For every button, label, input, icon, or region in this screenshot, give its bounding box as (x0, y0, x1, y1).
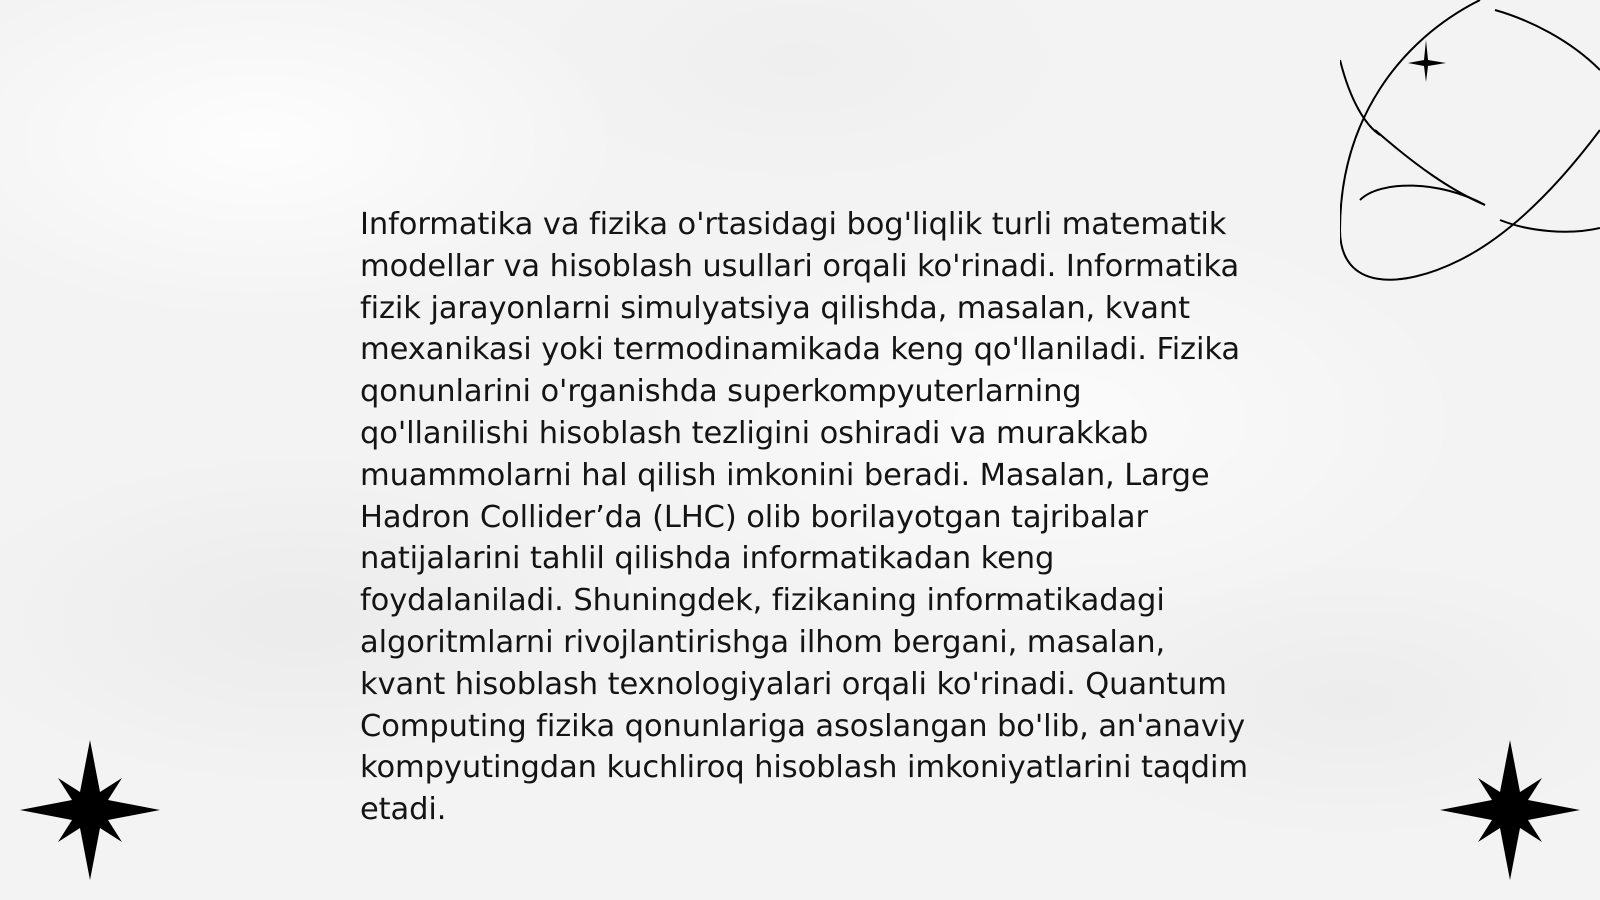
slide-body-text: Informatika va fizika o'rtasidagi bog'liqlik turli matematik modellar va hisoblash usullari orqali ko'rinadi. Informatika fizik jarayonlarni simulyatsiya qilishda, masalan, kvant mexanikasi yoki termodinamikada keng qo'llaniladi. Fizika qonunlarini o'rganishda superkompyuterlarning qo'llanilishi hisoblash tezligini oshiradi va murakkab muammolarni hal qilish imkonini beradi. Masalan, Large Hadron Collider’da (LHC) olib borilayotgan tajribalar natijalarini tahlil qilishda informatikadan keng foydalaniladi. Shuningdek, fizikaning informatikadagi algoritmlarni rivojlantirishga ilhom bergani, masalan, kvant hisoblash texnologiyalari orqali ko'rinadi. Quantum Computing fizika qonunlariga asoslangan bo'lib, an'anaviy kompyutingdan kuchliroq hisoblash imkoniyatlarini taqdim etadi. (360, 207, 1248, 828)
orbit-sparkle-icon (1340, 0, 1600, 290)
four-point-star-left-icon (20, 740, 160, 880)
four-point-star-right-icon (1440, 740, 1580, 880)
